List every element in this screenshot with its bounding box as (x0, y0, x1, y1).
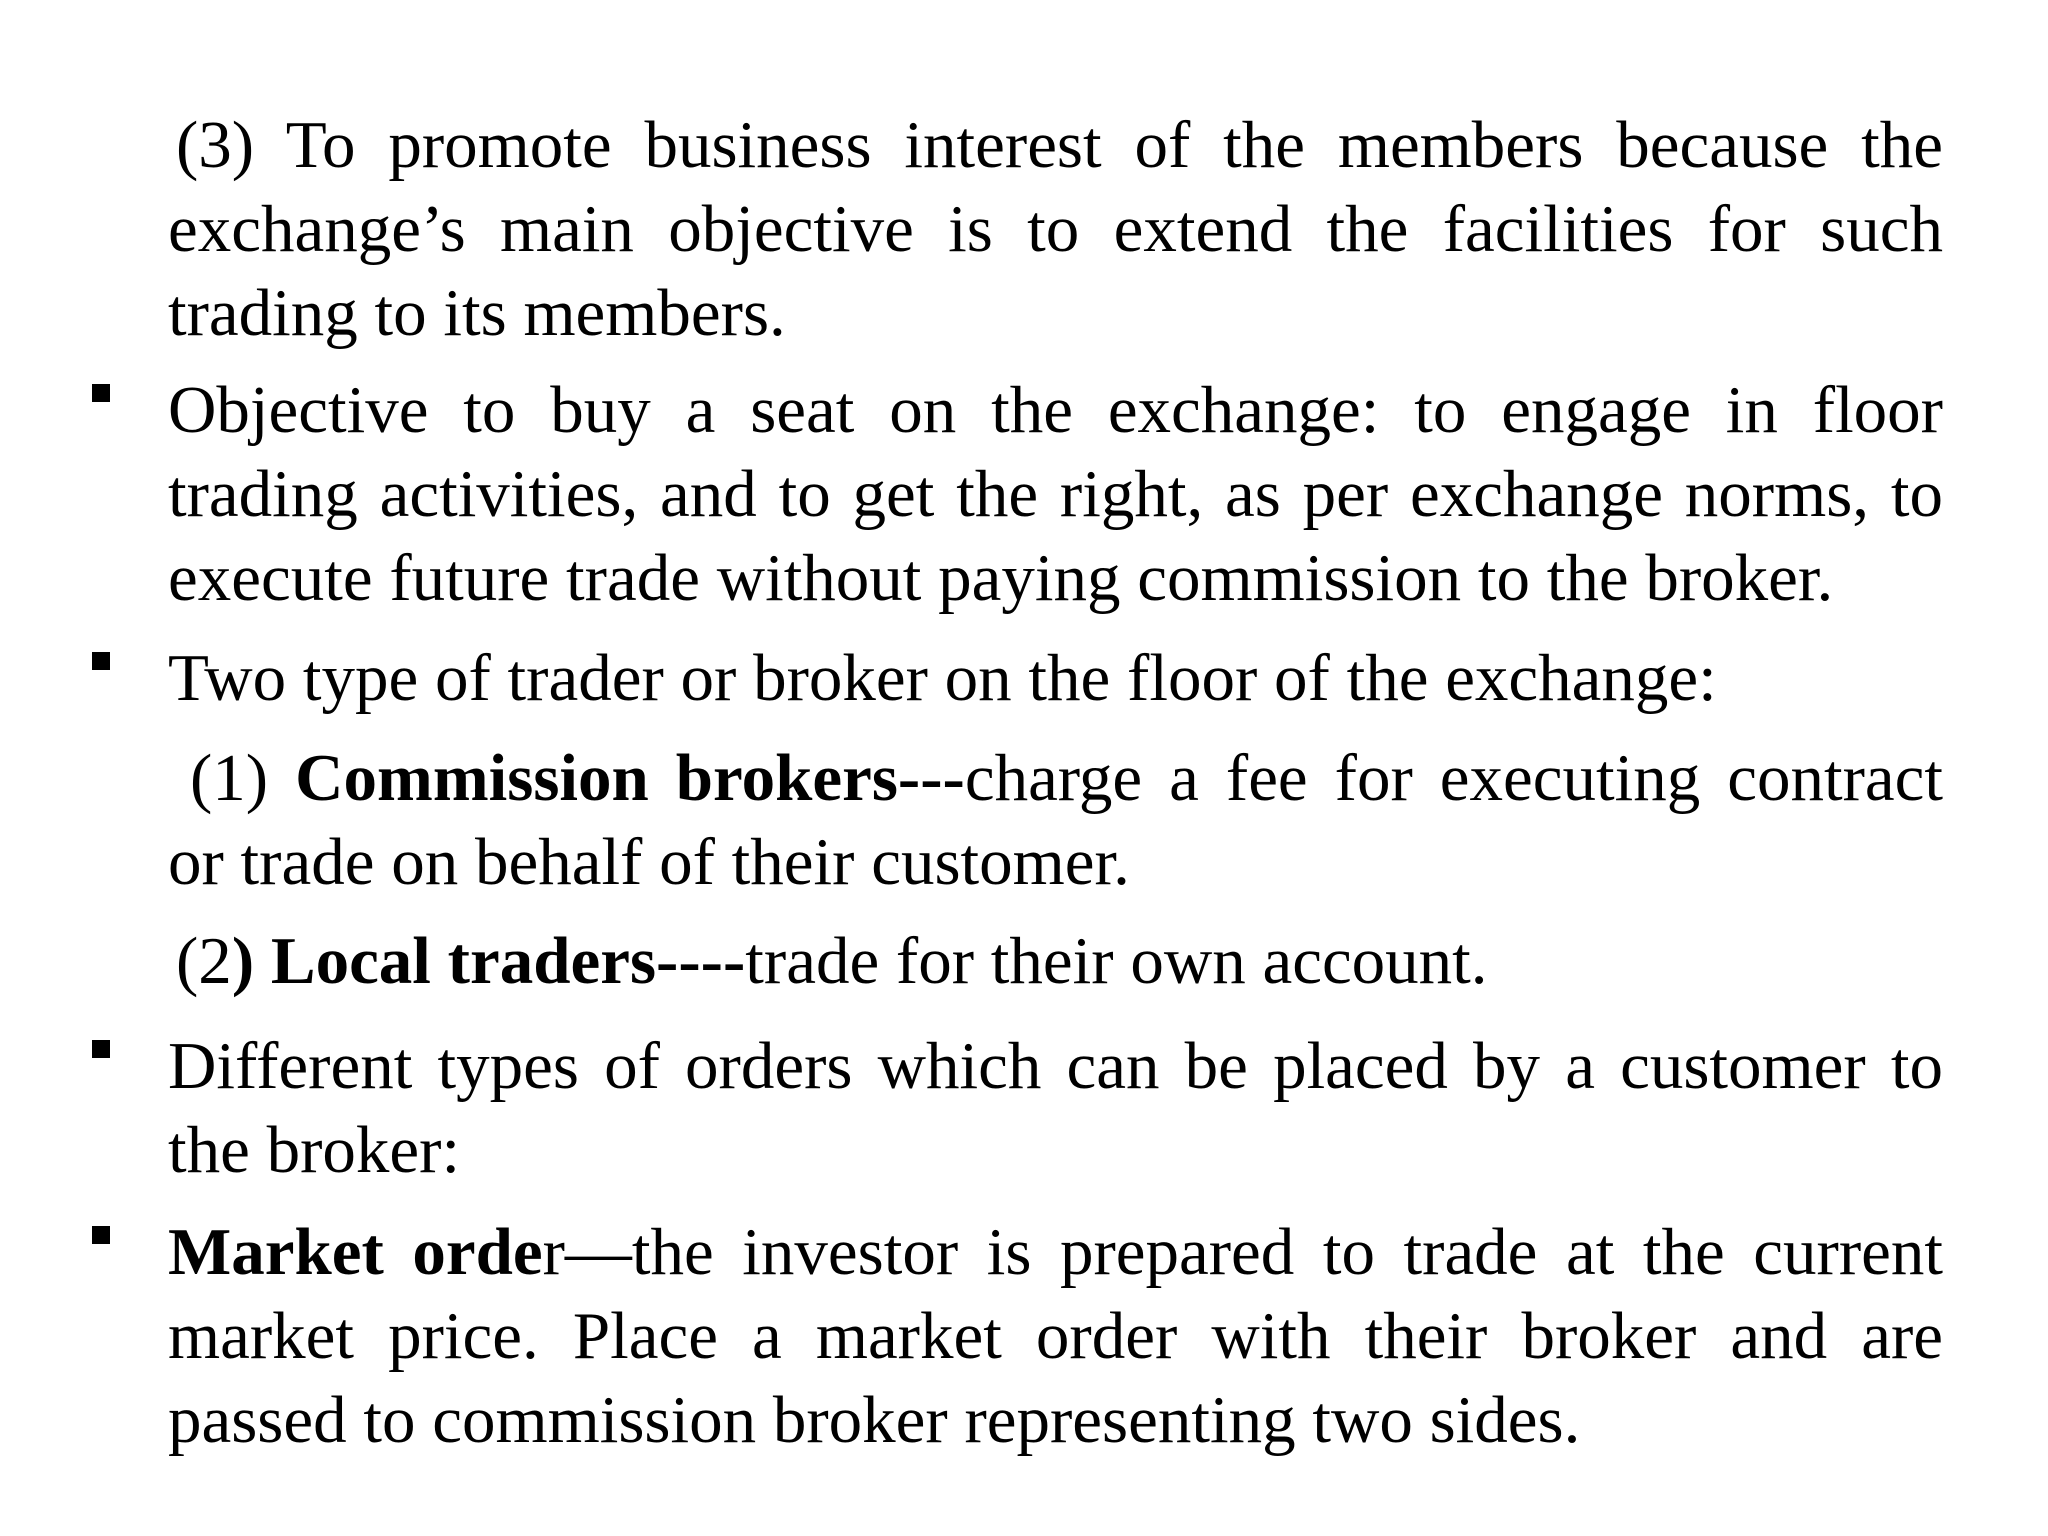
commission-brokers-term: Commission brokers--- (295, 741, 965, 815)
square-bullet-icon (92, 1040, 110, 1058)
commission-brokers-paragraph (168, 736, 1943, 904)
market-order-definition: r—the investor is prepared to trade at the current market price. Place a market order with their broker and are passed to commission broker representing two sides. (168, 1215, 1944, 1457)
square-bullet-icon (92, 1226, 110, 1244)
local-traders-term: ) Local traders---- (231, 924, 746, 998)
market-order-term: Market orde (168, 1215, 543, 1289)
trader-types-text: Two type of trader or broker on the floor of the exchange: (168, 641, 1717, 715)
square-bullet-icon (92, 384, 110, 402)
square-bullet-icon (92, 652, 110, 670)
order-types-text: Different types of orders which can be placed by a customer to the broker: (168, 1029, 1943, 1187)
local-prefix: (2 (176, 924, 232, 998)
commission-brokers-definition: charge a fee for executing contract or trade on behalf of their customer. (168, 741, 1943, 899)
order-types-paragraph (168, 1024, 1943, 1192)
objective-paragraph (168, 368, 1943, 620)
item-3-paragraph (168, 103, 1943, 355)
item-3-text: (3) To promote business interest of the members because the exchange’s main objective is to extend the facilities for such trading to its members. (168, 108, 1943, 350)
trader-types-paragraph (168, 636, 1943, 720)
objective-text: Objective to buy a seat on the exchange: to engage in floor trading activities, and to get the right, as per exchange norms, to execute future trade without paying commission to the broker. (168, 373, 1943, 615)
commission-prefix: (1) (190, 741, 296, 815)
market-order-paragraph (168, 1210, 1943, 1462)
local-traders-paragraph (168, 919, 1943, 1003)
local-traders-definition: trade for their own account. (745, 924, 1488, 998)
